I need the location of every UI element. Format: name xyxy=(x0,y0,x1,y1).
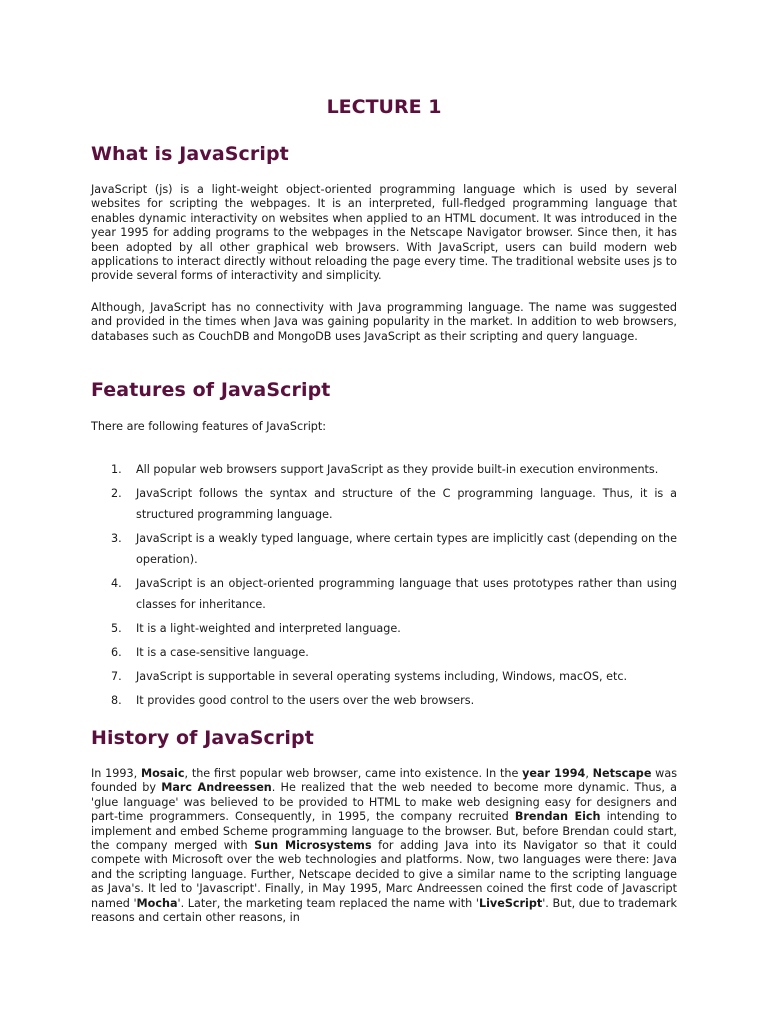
paragraph-what-1: JavaScript (js) is a light-weight object-oriented programming language which is used by several websites for scripting the webpages. It is an interpreted, full-fledged programming language that enables dynamic interactivity on websites when applied to an HTML document. It was introduced in the year 1995 for adding programs to the webpages in the Netscape Navigator browser. Since then, it has been adopted by all other graphical web browsers. With JavaScript, users can build modern web applications to interact directly without reloading the page every time. The traditional website uses js to provide several forms of interactivity and simplicity. xyxy=(91,183,677,283)
list-item: 8. It provides good control to the users over the web browsers. xyxy=(111,694,475,707)
list-item-text: JavaScript is a weakly typed language, where certain types are implicitly cast (depending on the operation). xyxy=(136,532,677,566)
list-item: 7. JavaScript is supportable in several operating systems including, Windows, macOS, etc. xyxy=(111,670,628,683)
list-item-text: All popular web browsers support JavaScript as they provide built-in execution environments. xyxy=(136,463,659,476)
heading-history: History of JavaScript xyxy=(91,727,314,749)
paragraph-features-intro: There are following features of JavaScript: xyxy=(91,420,327,433)
list-item: 6. It is a case-sensitive language. xyxy=(111,646,309,659)
list-item-text: JavaScript follows the syntax and structure of the C programming language. Thus, it is a structured programming language. xyxy=(136,487,677,521)
list-item-text: It is a light-weighted and interpreted language. xyxy=(136,622,401,635)
lecture-title: LECTURE 1 xyxy=(326,96,442,118)
list-item: 4. JavaScript is an object-oriented programming language that uses prototypes rather than using classes for inheritance. xyxy=(111,577,677,611)
list-item-text: JavaScript is supportable in several operating systems including, Windows, macOS, etc. xyxy=(136,670,628,683)
list-item: 5. It is a light-weighted and interpreted language. xyxy=(111,622,401,635)
list-item-text: It is a case-sensitive language. xyxy=(136,646,309,659)
paragraph-what-2: Although, JavaScript has no connectivity with Java programming language. The name was suggested and provided in the times when Java was gaining popularity in the market. In addition to web browsers, databases such as CouchDB and MongoDB uses JavaScript as their scripting and query language. xyxy=(91,301,677,343)
features-list xyxy=(91,459,677,714)
heading-what-is-javascript: What is JavaScript xyxy=(91,143,289,165)
paragraph-history: In 1993, Mosaic, the first popular web browser, came into existence. In the year 1994, Netscape was founded by Marc Andreessen. He realized that the web needed to become more dynamic. Thus, a 'glue language' was believed to be provided to HTML to make web designing easy for designers and part-time programmers. Consequently, in 1995, the company recruited Brendan Eich intending to implement and embed Scheme programming language to the browser. But, before Brendan could start, the company merged with Sun Microsystems for adding Java into its Navigator so that it could compete with Microsoft over the web technologies and platforms. Now, two languages were there: Java and the scripting language. Further, Netscape decided to give a similar name to the scripting language as Java's. It led to 'Javascript'. Finally, in May 1995, Marc Andreessen coined the first code of Javascript named 'Mocha'. Later, the marketing team replaced the name with 'LiveScript'. But, due to trademark reasons and certain other reasons, in xyxy=(91,767,678,925)
heading-features: Features of JavaScript xyxy=(91,379,331,401)
list-item: 3. JavaScript is a weakly typed language, where certain types are implicitly cast (depending on the operation). xyxy=(111,532,677,566)
list-item-text: JavaScript is an object-oriented programming language that uses prototypes rather than using classes for inheritance. xyxy=(136,577,677,611)
list-item: 1. All popular web browsers support JavaScript as they provide built-in execution environments. xyxy=(111,463,659,476)
list-item: 2. JavaScript follows the syntax and structure of the C programming language. Thus, it is a structured programming language. xyxy=(111,487,677,521)
list-item-text: It provides good control to the users over the web browsers. xyxy=(136,694,475,707)
